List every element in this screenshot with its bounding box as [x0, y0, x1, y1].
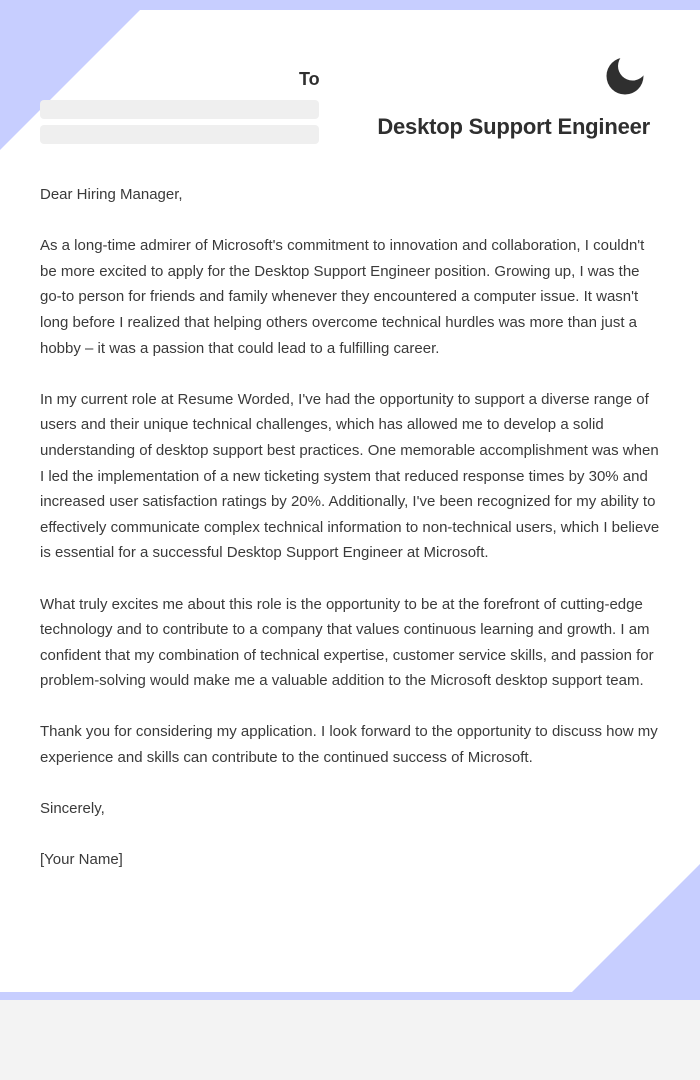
greeting: Dear Hiring Manager, [40, 186, 183, 203]
job-title: Desktop Support Engineer [377, 114, 650, 139]
moon-icon [604, 55, 646, 97]
recipient-label: To [299, 69, 320, 89]
recipient-placeholder-line-2 [40, 125, 319, 144]
cover-letter-card [0, 10, 700, 1000]
letter-paragraph-4: Thank you for considering my application. I look forward to the opportunity to discuss how my experience and skills can contribute to the continued success of Microsoft. [40, 723, 658, 767]
letter-paragraph-1: As a long-time admirer of Microsoft's commitment to innovation and collaboration, I couldn't be more excited to apply for the Desktop Support Engineer position. Growing up, I was the go-to person for friends and family whenever they encountered a computer issue. It wasn't long before I realized that helping others overcome technical hurdles was more than just a hobby – it was a passion that could lead to a fulfilling career. [40, 237, 645, 357]
bottom-right-corner-decoration [564, 864, 700, 1000]
signature-placeholder: [Your Name] [40, 851, 123, 869]
card-bottom-accent [0, 992, 700, 1000]
letter-paragraph-3: What truly excites me about this role is the opportunity to be at the forefront of cutting-edge technology and to contribute to a company that values continuous learning and growth. I am confident that my combination of technical expertise, customer service skills, and passion for problem-solving would make me a valuable addition to the Microsoft desktop support team. [40, 595, 654, 690]
recipient-placeholder-line-1 [40, 100, 319, 119]
letter-body [40, 182, 660, 873]
letter-paragraph-2: In my current role at Resume Worded, I've had the opportunity to support a diverse range of users and their unique technical challenges, which has allowed me to develop a solid understanding of desktop support best practices. One memorable accomplishment was when I led the implementation of a new ticketing system that reduced response times by 30% and increased user satisfaction ratings by 20%. Additionally, I've been recognized for my ability to effectively communicate complex technical information to non-technical users, which I believe is essential for a successful Desktop Support Engineer at Microsoft. [40, 390, 660, 562]
closing: Sincerely, [40, 800, 105, 818]
